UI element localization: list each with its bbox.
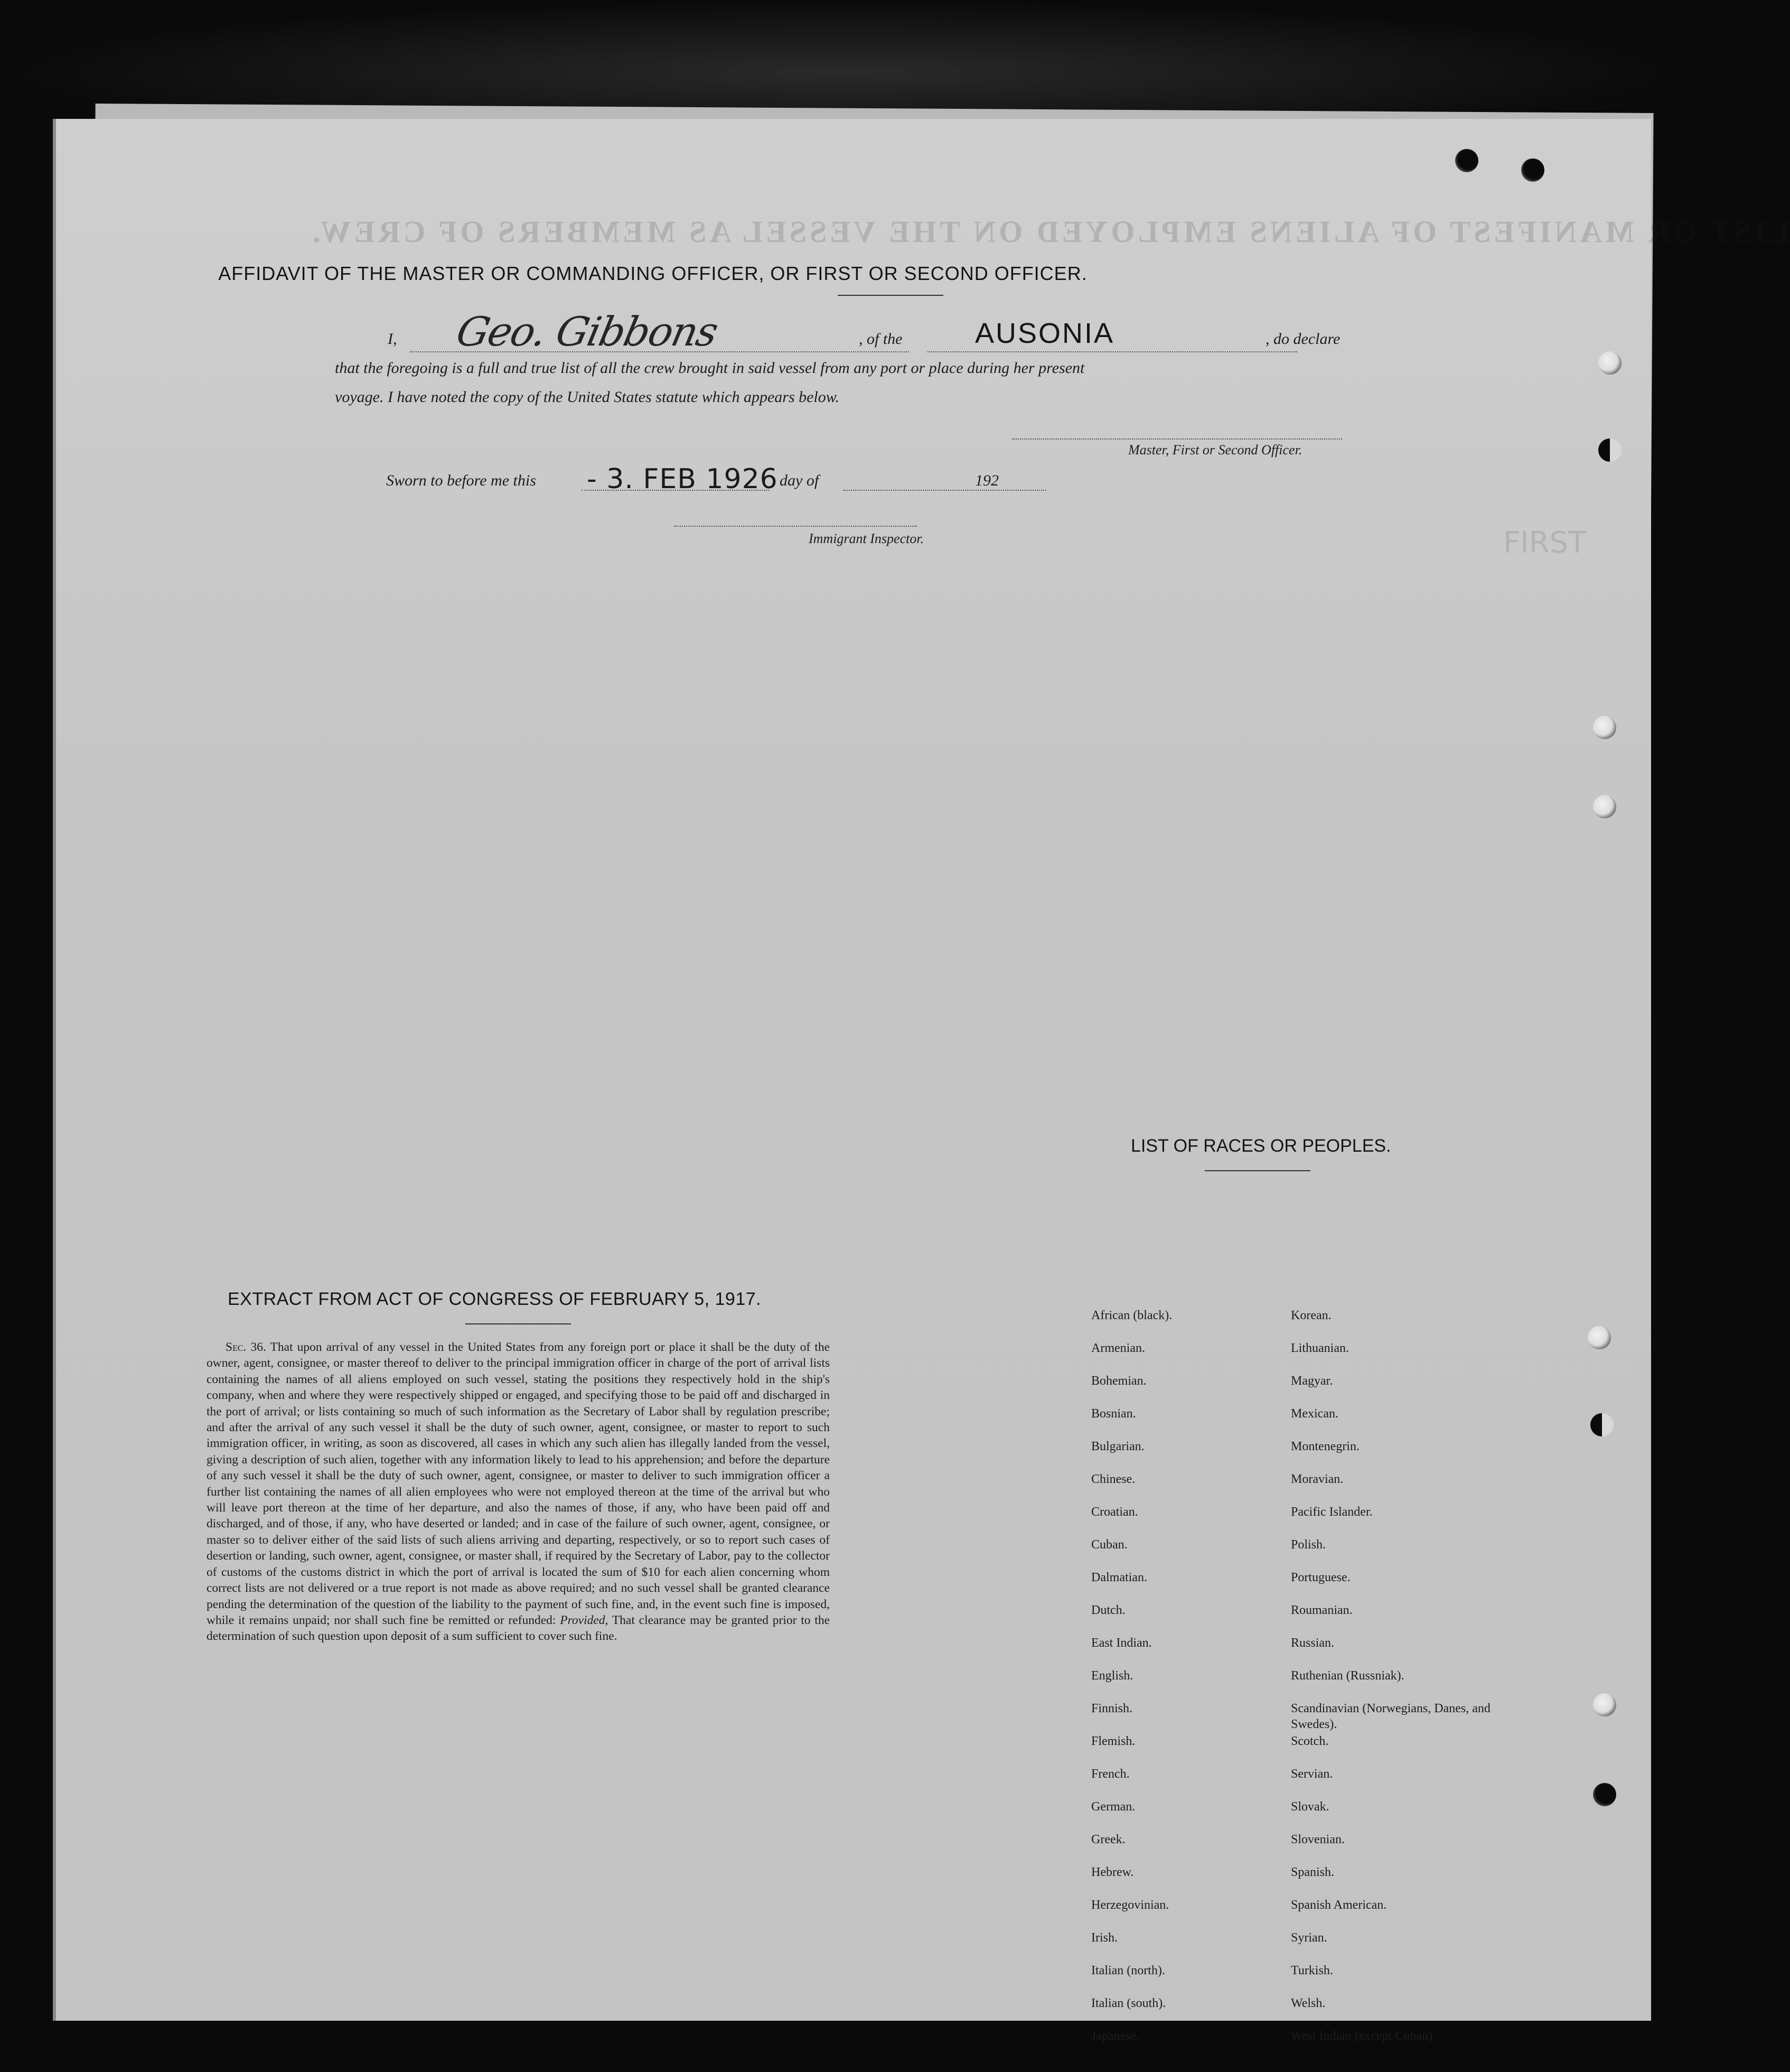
race-item: Roumanian. [1291, 1603, 1353, 1617]
race-item: Italian (south). [1091, 1996, 1166, 2010]
vessel-name: AUSONIA [975, 318, 1115, 349]
races-left-column [1091, 1308, 1172, 2061]
races-right-column [1291, 1308, 1513, 2061]
race-item: Cuban. [1091, 1538, 1128, 1552]
sworn-prefix: Sworn to before me this [386, 472, 536, 489]
act-provided: Provided, [560, 1613, 608, 1627]
punch-hole [1593, 795, 1616, 818]
race-item: Scotch. [1291, 1734, 1329, 1748]
inspector-signature-line [674, 526, 917, 527]
bleed-through-mark: FIRST [1503, 526, 1587, 560]
race-item: Slovenian. [1291, 1833, 1345, 1846]
race-item: Welsh. [1291, 1996, 1326, 2010]
punch-hole [1593, 1693, 1616, 1716]
act-section-label: Sec. 36. [226, 1340, 266, 1354]
race-item: Servian. [1291, 1767, 1333, 1781]
race-item: Spanish American. [1291, 1898, 1387, 1912]
race-item: Irish. [1091, 1931, 1118, 1945]
race-item: Chinese. [1091, 1472, 1136, 1486]
race-item: West Indian (except Cuban). [1291, 2029, 1436, 2043]
race-item: Slovak. [1291, 1800, 1329, 1814]
race-item: Scandinavian (Norwegians, Danes, and Swedes). [1291, 1702, 1491, 1731]
officer-caption: Master, First or Second Officer. [1128, 442, 1302, 458]
affidavit-heading-rule [838, 295, 943, 296]
extract-heading: EXTRACT FROM ACT OF CONGRESS OF FEBRUARY 5, 1917. [228, 1289, 762, 1309]
punch-hole [1588, 1326, 1611, 1349]
punch-hole [1598, 438, 1622, 462]
race-item: Russian. [1291, 1636, 1335, 1650]
race-item: Finnish. [1091, 1702, 1133, 1715]
affidavit-line-3: voyage. I have noted the copy of the United States statute which appears below. [335, 388, 840, 406]
officer-signature: Geo. Gibbons [452, 308, 721, 355]
race-item: Bohemian. [1091, 1374, 1147, 1388]
race-item: Herzegovinian. [1091, 1898, 1169, 1912]
vessel-name-line [927, 351, 1297, 352]
race-item: Croatian. [1091, 1505, 1138, 1519]
race-item: Dalmatian. [1091, 1571, 1147, 1584]
sworn-day-of: day of [780, 472, 819, 489]
race-item: Armenian. [1091, 1341, 1145, 1355]
race-item: Polish. [1291, 1538, 1326, 1552]
race-item: Flemish. [1091, 1734, 1136, 1748]
race-item: Syrian. [1291, 1931, 1327, 1945]
race-item: Ruthenian (Russniak). [1291, 1669, 1404, 1683]
race-item: Montenegrin. [1291, 1440, 1360, 1453]
punch-hole-top [1455, 149, 1478, 172]
document-page [53, 119, 1790, 2043]
date-stamp: - 3. FEB 1926 [587, 463, 778, 495]
affidavit-heading: AFFIDAVIT OF THE MASTER OR COMMANDING OFFICER, OR FIRST OR SECOND OFFICER. [218, 263, 1088, 284]
race-item: Italian (north). [1091, 1964, 1165, 1977]
punch-hole [1593, 716, 1616, 739]
bleed-through-title: LIST OR MANIFEST OF ALIENS EMPLOYED ON THE VESSEL AS MEMBERS OF CREW. [310, 214, 1790, 249]
race-item: Japanese. [1091, 2029, 1140, 2043]
punch-hole-top [1521, 158, 1544, 182]
races-heading-rule [1205, 1170, 1310, 1171]
sworn-year: 192 [975, 472, 999, 489]
affidavit-declare-label: , do declare [1266, 330, 1341, 348]
race-item: East Indian. [1091, 1636, 1152, 1650]
race-item: Mexican. [1291, 1407, 1338, 1421]
race-item: German. [1091, 1800, 1136, 1814]
punch-hole [1593, 1783, 1616, 1806]
race-item: English. [1091, 1669, 1133, 1683]
race-item: French. [1091, 1767, 1130, 1781]
race-item: Moravian. [1291, 1472, 1344, 1486]
race-item: Bosnian. [1091, 1407, 1136, 1421]
punch-hole [1598, 351, 1622, 375]
race-item: Spanish. [1291, 1865, 1335, 1879]
race-item: Hebrew. [1091, 1865, 1134, 1879]
affidavit-of-the-label: , of the [859, 330, 903, 348]
race-item: Magyar. [1291, 1374, 1333, 1388]
races-heading: LIST OF RACES OR PEOPLES. [1131, 1136, 1391, 1156]
race-item: Lithuanian. [1291, 1341, 1349, 1355]
act-section-36-text [207, 1339, 830, 1645]
sworn-month-line [843, 490, 1046, 491]
race-item: Bulgarian. [1091, 1440, 1145, 1453]
race-item: Korean. [1291, 1309, 1332, 1322]
race-item: Dutch. [1091, 1603, 1126, 1617]
scan-background [0, 0, 1686, 122]
affidavit-line-2: that the foregoing is a full and true list of all the crew brought in said vessel from any port or place during her present [335, 359, 1085, 377]
act-body: That upon arrival of any vessel in the United States from any foreign port or place it shall be the duty of the owner, agent, consignee, or master thereof to deliver to the principal immigration officer in charge of the port of arrival lists containing the names of all aliens employed on such vessel, stating the positions they respectively hold in the ship's company, when and where they were respectively shipped or engaged, and specifying those to be paid off and discharged in the port of arrival; or lists containing so much of such information as the Secretary of Labor shall by regulation prescribe; and after the arrival of any such vessel it shall be the duty of such owner, agent, consignee, or master to report to such immigration officer, in writing, as soon as discovered, all cases in which any such alien has illegally landed from the vessel, giving a description of such alien, together with any information likely to lead to his apprehension; and before the departure of any such vessel it shall be the duty of such owner, agent, consignee, or master to deliver to such immigration officer a further list containing the names of all alien employees who were not employed thereon at the time of the arrival but who will leave port thereon at the time of her departure, and also the names of those, if any, who have been paid off and discharged, and of those, if any, who have deserted or landed; and in case of the failure of such owner, agent, consignee, or master so to deliver either of the said lists of such aliens arriving and departing, respectively, or so to report such cases of desertion or landing, such owner, agent, consignee, or master shall, if required by the Secretary of Labor, pay to the collector of customs of the customs district in which the port of arrival is located the sum of $10 for each alien concerning whom correct lists are not delivered or a true report is not made as above required; and no such vessel shall be granted clearance pending the determination of the question of the liability to the payment of such fine, and, in the event such fine is imposed, while it remains unpaid; nor shall such fine be remitted or refunded: [207, 1340, 830, 1627]
inspector-caption: Immigrant Inspector. [809, 531, 924, 546]
race-item: Greek. [1091, 1833, 1126, 1846]
race-item: Pacific Islander. [1291, 1505, 1373, 1519]
punch-hole [1590, 1413, 1614, 1436]
race-item: African (black). [1091, 1309, 1173, 1322]
sworn-date-line [582, 490, 769, 491]
act-body-end: That clearance may be granted prior to the determination of such question upon deposit of a sum sufficient to cover such fine. [207, 1613, 830, 1644]
race-item: Portuguese. [1291, 1571, 1351, 1584]
race-item: Turkish. [1291, 1964, 1333, 1977]
officer-signature-line [1012, 438, 1342, 440]
affidavit-i-label: I, [388, 330, 397, 348]
extract-heading-rule [465, 1323, 571, 1324]
